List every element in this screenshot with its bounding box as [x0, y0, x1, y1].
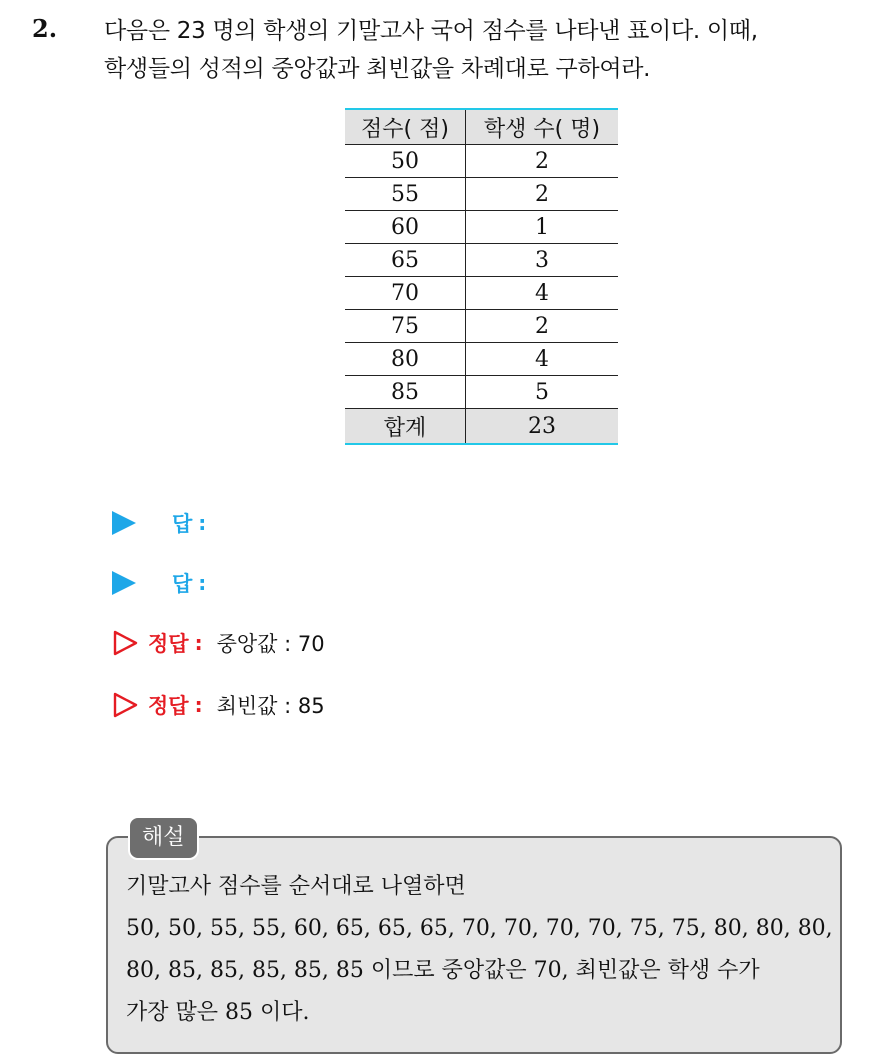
table-row: [345, 244, 618, 277]
question-text: [104, 12, 874, 88]
answer-label: 답: [172, 512, 193, 536]
answer-colon: :: [198, 511, 207, 535]
table-row: [345, 277, 618, 310]
outline-triangle-icon: [112, 630, 138, 656]
explanation-line-4: 가장 많은 85 이다.: [126, 1000, 310, 1025]
table-row: [345, 376, 618, 409]
question-line-1: 다음은 23 명의 학생의 기말고사 국어 점수를 나타낸 표이다. 이때,: [104, 18, 758, 44]
header-students: 학생 수( 명): [466, 109, 619, 145]
explanation-line-2: 50, 50, 55, 55, 60, 65, 65, 65, 70, 70, 70, 70, 75, 75, 80, 80, 80,: [126, 916, 833, 941]
play-triangle-icon: [112, 571, 136, 595]
table-row: [345, 178, 618, 211]
table-row: [345, 211, 618, 244]
score-table: [345, 108, 618, 445]
cell-count: 2: [466, 145, 619, 178]
cell-total-label: 합계: [345, 409, 466, 445]
cell-score: 75: [345, 310, 466, 343]
header-score: 점수( 점): [345, 109, 466, 145]
explanation-line-3: 80, 85, 85, 85, 85, 85 이므로 중앙값은 70, 최빈값은 학생 수가: [126, 958, 760, 983]
correct-value: 최빈값 : 85: [216, 694, 325, 718]
cell-count: 4: [466, 343, 619, 376]
question-line-2: 학생들의 성적의 중앙값과 최빈값을 차례대로 구하여라.: [104, 56, 651, 82]
explanation-text: [126, 866, 836, 1034]
play-triangle-icon: [112, 511, 136, 535]
question-number: 2.: [32, 14, 58, 43]
cell-count: 4: [466, 277, 619, 310]
cell-count: 2: [466, 310, 619, 343]
cell-score: 65: [345, 244, 466, 277]
cell-score: 60: [345, 211, 466, 244]
cell-score: 55: [345, 178, 466, 211]
cell-count: 3: [466, 244, 619, 277]
correct-answer-1: [112, 628, 325, 658]
outline-triangle-icon: [112, 692, 138, 718]
correct-colon: :: [194, 631, 203, 655]
answer-blank-2: [112, 568, 206, 598]
table-header-row: [345, 109, 618, 145]
cell-score: 50: [345, 145, 466, 178]
explanation-line-1: 기말고사 점수를 순서대로 나열하면: [126, 874, 466, 899]
answer-label: 답: [172, 572, 193, 596]
correct-colon: :: [194, 693, 203, 717]
cell-count: 2: [466, 178, 619, 211]
cell-score: 70: [345, 277, 466, 310]
cell-total-value: 23: [466, 409, 619, 445]
correct-label: 정답: [148, 694, 189, 718]
correct-answer-2: [112, 690, 325, 720]
answer-colon: :: [198, 571, 207, 595]
cell-score: 80: [345, 343, 466, 376]
correct-value: 중앙값 : 70: [216, 632, 325, 656]
answer-blank-1: [112, 508, 206, 538]
table-row: [345, 343, 618, 376]
table-total-row: [345, 409, 618, 445]
table-row: [345, 310, 618, 343]
cell-score: 85: [345, 376, 466, 409]
explanation-tab: 해설: [128, 816, 199, 860]
cell-count: 1: [466, 211, 619, 244]
correct-label: 정답: [148, 632, 189, 656]
table-row: [345, 145, 618, 178]
cell-count: 5: [466, 376, 619, 409]
